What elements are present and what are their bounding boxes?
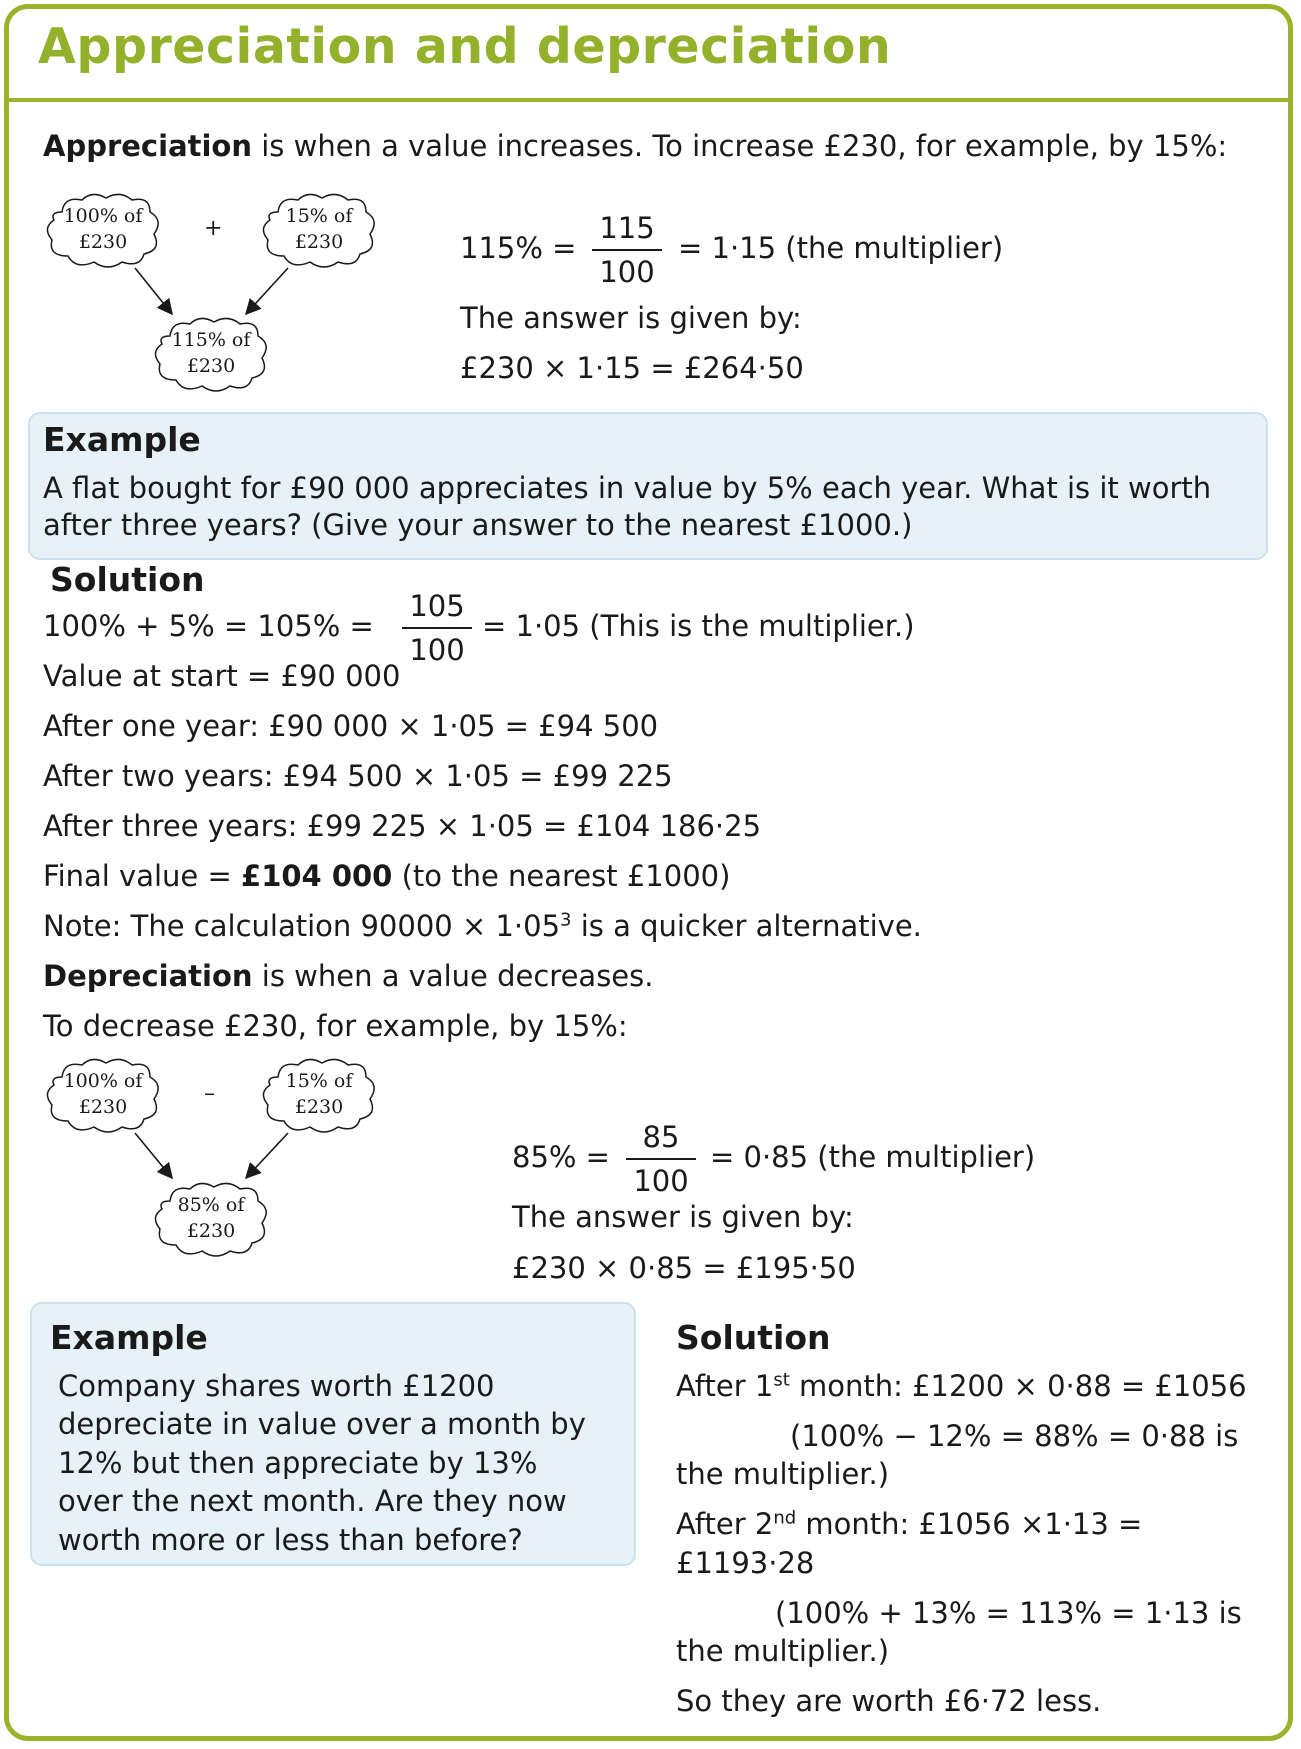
cloud-15-percent — [258, 1055, 380, 1135]
solution1-year1: After one year: £90 000 × 1·05 = £94 500 — [43, 709, 659, 743]
depreciation-answer-label: The answer is given by: — [512, 1200, 854, 1234]
cloud-line: 15% of — [285, 205, 353, 227]
final-note: (to the nearest £1000) — [392, 859, 731, 893]
cloud-85-percent — [150, 1179, 272, 1259]
appreciation-answer-label: The answer is given by: — [460, 301, 802, 335]
fraction-denominator: 100 — [633, 1164, 689, 1198]
minus-operator: – — [204, 1081, 215, 1106]
fraction-denominator: 100 — [599, 255, 655, 289]
note-text: is a quicker alternative. — [571, 909, 922, 943]
plus-operator: + — [204, 216, 223, 241]
solution2-month2-note: the multiplier.) — [676, 1634, 890, 1668]
appreciation-fraction — [592, 211, 662, 289]
page-title: Appreciation and depreciation — [38, 18, 892, 75]
appreciation-eq-right: = 1·15 (the multiplier) — [678, 231, 1004, 265]
fraction-bar — [592, 249, 662, 251]
fraction-bar — [402, 627, 472, 629]
example2-text-line: worth more or less than before? — [58, 1523, 523, 1557]
cloud-line: £230 — [78, 231, 128, 253]
cloud-line: 115% of — [171, 329, 251, 351]
ordinal-suffix: nd — [773, 1507, 797, 1529]
cloud-line: 100% of — [63, 205, 143, 227]
fraction-denominator: 100 — [409, 633, 465, 667]
cloud-line: 15% of — [285, 1070, 353, 1092]
final-label: Final value = — [43, 859, 242, 893]
solution1-eq-right: = 1·05 (This is the multiplier.) — [482, 609, 915, 643]
solution1-year3: After three years: £99 225 × 1·05 = £104 186·25 — [43, 809, 762, 843]
month-label: After 2 — [676, 1507, 774, 1541]
solution2-month2 — [676, 1506, 1142, 1542]
fraction-numerator: 105 — [409, 589, 465, 623]
depreciation-eq-left: 85% = — [512, 1140, 610, 1174]
cloud-line: £230 — [294, 231, 344, 253]
depreciation-intro — [43, 958, 653, 994]
month-label: After 1 — [676, 1369, 774, 1403]
example1-text-line: A flat bought for £90 000 appreciates in value by 5% each year. What is it worth — [43, 471, 1212, 505]
cloud-100-percent — [42, 190, 164, 270]
example1-heading: Example — [43, 420, 201, 459]
depreciation-intro-text: is when a value decreases. — [252, 959, 654, 993]
solution2-month2-note: (100% + 13% = 113% = 1·13 is — [775, 1596, 1242, 1630]
solution1-note — [43, 908, 922, 944]
solution1-fraction — [402, 589, 472, 667]
appreciation-answer-calc: £230 × 1·15 = £264·50 — [460, 351, 804, 385]
solution1-start: Value at start = £90 000 — [43, 659, 401, 693]
cloud-line: 85% of — [177, 1194, 245, 1216]
fraction-numerator: 85 — [642, 1120, 680, 1154]
example2-text-line: over the next month. Are they now — [58, 1484, 567, 1518]
solution1-eq-left: 100% + 5% = 105% = — [43, 609, 374, 643]
cloud-line: £230 — [294, 1096, 344, 1118]
note-exponent: 3 — [560, 909, 572, 931]
depreciation-eq-right: = 0·85 (the multiplier) — [710, 1140, 1036, 1174]
cloud-100-percent — [42, 1055, 164, 1135]
fraction-bar — [626, 1158, 696, 1160]
example2-heading: Example — [50, 1318, 208, 1357]
cloud-15-percent — [258, 190, 380, 270]
solution2-month1 — [676, 1368, 1247, 1404]
appreciation-intro-text: is when a value increases. To increase £230, for example, by 15%: — [252, 129, 1228, 163]
depreciation-fraction — [626, 1120, 696, 1198]
solution2-month2-result: £1193·28 — [676, 1546, 815, 1580]
depreciation-term: Depreciation — [43, 959, 253, 993]
ordinal-suffix: st — [773, 1369, 790, 1391]
example1-text-line: after three years? (Give your answer to the nearest £1000.) — [43, 508, 913, 542]
solution2-conclusion: So they are worth £6·72 less. — [676, 1684, 1102, 1718]
solution1-heading: Solution — [50, 560, 205, 599]
depreciation-answer-calc: £230 × 0·85 = £195·50 — [512, 1251, 856, 1285]
final-value: £104 000 — [241, 859, 393, 893]
solution2-month1-note: the multiplier.) — [676, 1457, 890, 1491]
example2-text-line: 12% but then appreciate by 13% — [58, 1446, 538, 1480]
solution2-heading: Solution — [676, 1318, 831, 1357]
month-calc: month: £1056 ×1·13 = — [796, 1507, 1143, 1541]
cloud-line: £230 — [186, 1220, 236, 1242]
depreciation-line2: To decrease £230, for example, by 15%: — [43, 1009, 628, 1043]
note-text: Note: The calculation 90000 × 1·05 — [43, 909, 561, 943]
appreciation-eq-left: 115% = — [460, 231, 577, 265]
appreciation-term: Appreciation — [43, 129, 253, 163]
cloud-line: 100% of — [63, 1070, 143, 1092]
solution2-month1-note: (100% − 12% = 88% = 0·88 is — [790, 1419, 1239, 1453]
solution1-final — [43, 858, 730, 894]
cloud-line: £230 — [78, 1096, 128, 1118]
example2-text-line: depreciate in value over a month by — [58, 1407, 586, 1441]
solution1-year2: After two years: £94 500 × 1·05 = £99 225 — [43, 759, 673, 793]
fraction-numerator: 115 — [599, 211, 655, 245]
cloud-115-percent — [150, 314, 272, 394]
month-calc: month: £1200 × 0·88 = £1056 — [789, 1369, 1247, 1403]
cloud-line: £230 — [186, 355, 236, 377]
example2-text-line: Company shares worth £1200 — [58, 1369, 495, 1403]
